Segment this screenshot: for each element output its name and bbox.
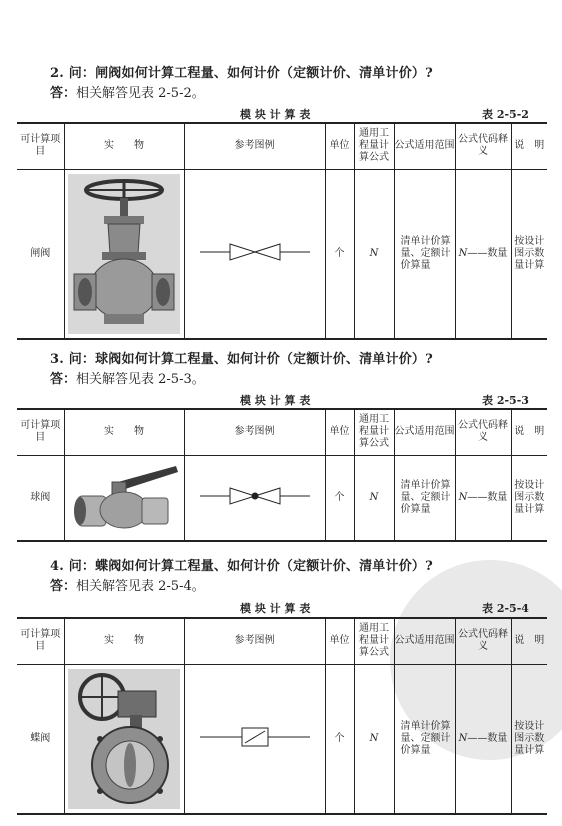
header-scope: 公式适用范围 <box>394 409 455 455</box>
table-caption: 模 块 计 算 表 <box>240 394 311 407</box>
header-formula: 通用工程量计算公式 <box>354 618 394 664</box>
header-scope: 公式适用范围 <box>394 123 455 169</box>
butterfly-valve-symbol-icon <box>184 664 325 814</box>
header-photo: 实 物 <box>64 618 184 664</box>
note: 按设计图示数量计算 <box>511 664 547 814</box>
butterfly-valve-symbol-icon <box>200 725 310 749</box>
answer-label: 答： <box>50 86 77 101</box>
explain-text: ——数量 <box>467 732 508 744</box>
table-caption: 模 块 计 算 表 <box>240 108 311 121</box>
unit: 个 <box>325 455 354 541</box>
answer-label: 答： <box>50 372 77 387</box>
calc-table-2-5-2 <box>17 122 547 340</box>
header-explain: 公式代码释义 <box>455 123 511 169</box>
item-name: 球阀 <box>17 455 64 541</box>
explain-symbol: N <box>458 491 468 503</box>
answer-2 <box>50 82 205 101</box>
header-explain: 公式代码释义 <box>455 618 511 664</box>
header-item: 可计算项目 <box>17 123 64 169</box>
answer-4 <box>50 575 205 594</box>
header-photo: 实 物 <box>64 123 184 169</box>
item-name: 闸阀 <box>17 169 64 339</box>
question-2: 2. 问：闸阀如何计算工程量、如何计价（定额计价、清单计价）? <box>50 66 433 81</box>
header-unit: 单位 <box>325 409 354 455</box>
unit: 个 <box>325 169 354 339</box>
gate-valve-image <box>68 174 180 334</box>
scope: 清单计价算量、定额计价算量 <box>394 455 455 541</box>
header-formula: 通用工程量计算公式 <box>354 123 394 169</box>
explain-symbol: N <box>458 732 468 744</box>
unit: 个 <box>325 664 354 814</box>
header-scope: 公式适用范围 <box>394 618 455 664</box>
header-unit: 单位 <box>325 618 354 664</box>
ball-valve-image <box>68 460 180 536</box>
calc-table-2-5-3 <box>17 408 547 542</box>
header-symbol: 参考图例 <box>184 409 325 455</box>
item-name: 蝶阀 <box>17 664 64 814</box>
header-formula: 通用工程量计算公式 <box>354 409 394 455</box>
answer-3 <box>50 368 205 387</box>
explain <box>455 664 511 814</box>
table-number: 表 2-5-2 <box>482 108 529 121</box>
header-explain: 公式代码释义 <box>455 409 511 455</box>
formula: N <box>354 455 394 541</box>
header-note: 说 明 <box>511 123 547 169</box>
explain-text: ——数量 <box>467 247 508 259</box>
scope: 清单计价算量、定额计价算量 <box>394 169 455 339</box>
header-photo: 实 物 <box>64 409 184 455</box>
answer-text: 相关解答见表 2-5-3。 <box>76 372 205 387</box>
header-unit: 单位 <box>325 123 354 169</box>
answer-label: 答： <box>50 579 77 594</box>
question-3: 3. 问：球阀如何计算工程量、如何计价（定额计价、清单计价）? <box>50 352 433 367</box>
header-symbol: 参考图例 <box>184 618 325 664</box>
question-4: 4. 问：蝶阀如何计算工程量、如何计价（定额计价、清单计价）? <box>50 559 433 574</box>
table-number: 表 2-5-4 <box>482 602 529 615</box>
formula: N <box>354 664 394 814</box>
gate-valve-photo <box>64 169 184 339</box>
butterfly-valve-image <box>68 669 180 809</box>
butterfly-valve-photo <box>64 664 184 814</box>
ball-valve-photo <box>64 455 184 541</box>
answer-text: 相关解答见表 2-5-4。 <box>76 579 205 594</box>
explain <box>455 169 511 339</box>
note: 按设计图示数量计算 <box>511 455 547 541</box>
gate-valve-symbol-icon <box>200 240 310 264</box>
explain-text: ——数量 <box>467 491 508 503</box>
calc-table-2-5-4 <box>17 617 547 815</box>
header-symbol: 参考图例 <box>184 123 325 169</box>
ball-valve-symbol-icon <box>184 455 325 541</box>
explain <box>455 455 511 541</box>
header-note: 说 明 <box>511 409 547 455</box>
header-item: 可计算项目 <box>17 409 64 455</box>
formula: N <box>354 169 394 339</box>
table-number: 表 2-5-3 <box>482 394 529 407</box>
explain-symbol: N <box>458 247 468 259</box>
note: 按设计图示数量计算 <box>511 169 547 339</box>
answer-text: 相关解答见表 2-5-2。 <box>76 86 205 101</box>
table-caption: 模 块 计 算 表 <box>240 602 311 615</box>
header-note: 说 明 <box>511 618 547 664</box>
ball-valve-symbol-icon <box>200 484 310 508</box>
gate-valve-symbol-icon <box>184 169 325 339</box>
header-item: 可计算项目 <box>17 618 64 664</box>
scope: 清单计价算量、定额计价算量 <box>394 664 455 814</box>
